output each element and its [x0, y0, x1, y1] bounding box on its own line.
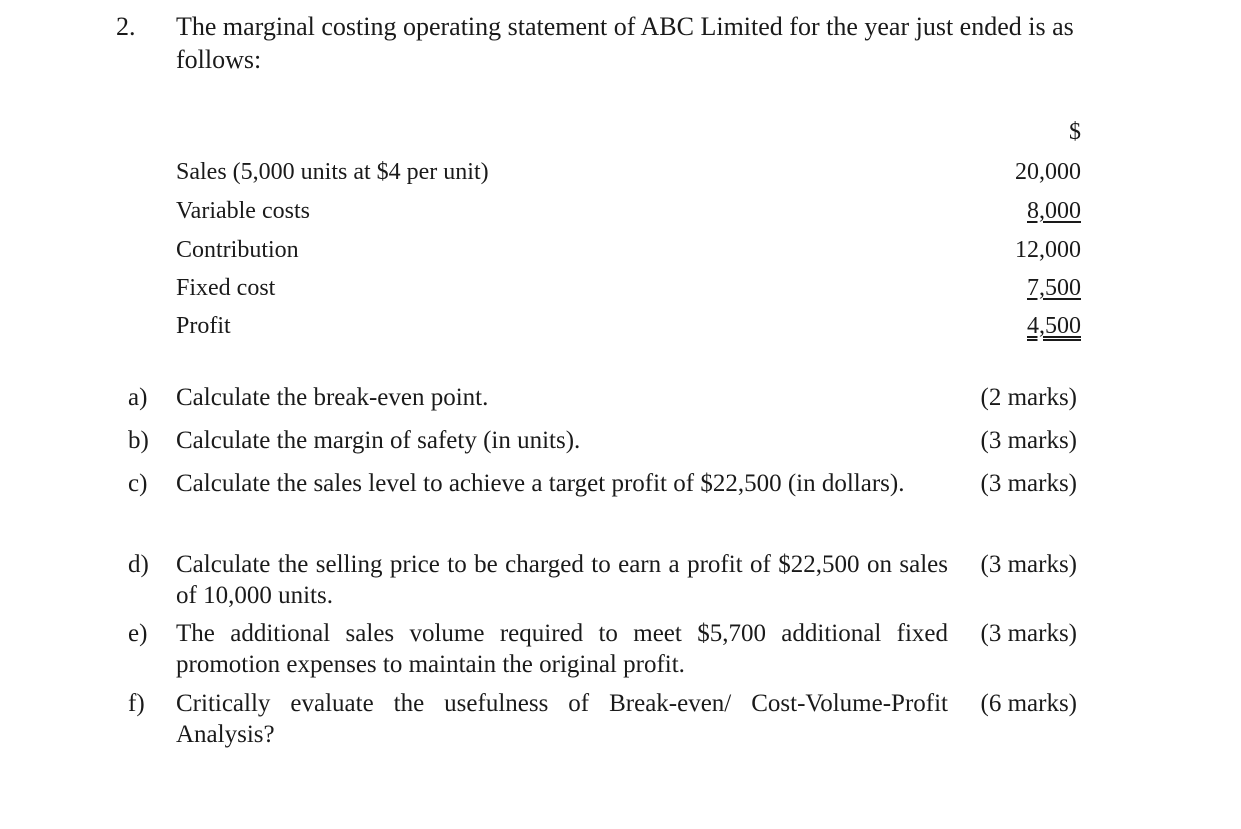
- part-letter-d: d): [128, 551, 149, 578]
- statement-value-variable-costs: 8,000: [1027, 198, 1081, 224]
- part-marks-f: (6 marks): [980, 690, 1077, 717]
- statement-value-profit: 4,500: [1027, 313, 1081, 339]
- part-letter-a: a): [128, 384, 148, 411]
- part-letter-b: b): [128, 427, 149, 454]
- part-letter-f: f): [128, 690, 145, 717]
- part-text-a: Calculate the break-even point.: [176, 384, 489, 411]
- part-marks-b: (3 marks): [980, 427, 1077, 454]
- statement-label-sales: Sales (5,000 units at $4 per unit): [176, 159, 489, 185]
- part-text-e: The additional sales volume required to meet $5,700 additional fixed promotion expenses to maintain the original profit.: [176, 620, 948, 678]
- part-marks-e: (3 marks): [980, 620, 1077, 647]
- part-text-b: Calculate the margin of safety (in units).: [176, 427, 581, 454]
- statement-label-contribution: Contribution: [176, 237, 299, 263]
- statement-label-fixed-cost: Fixed cost: [176, 275, 276, 301]
- currency-header: $: [1069, 119, 1081, 145]
- part-text-c: Calculate the sales level to achieve a target profit of $22,500 (in dollars).: [176, 470, 905, 497]
- part-letter-e: e): [128, 620, 148, 647]
- statement-value-fixed-cost: 7,500: [1027, 275, 1081, 301]
- statement-label-variable-costs: Variable costs: [176, 198, 310, 224]
- part-text-f: Critically evaluate the usefulness of Break-even/ Cost-Volume-Profit Analysis?: [176, 690, 948, 748]
- part-marks-a: (2 marks): [980, 384, 1077, 411]
- statement-value-sales: 20,000: [1015, 159, 1081, 185]
- part-letter-c: c): [128, 470, 148, 497]
- question-number: 2.: [116, 12, 136, 41]
- statement-value-contribution: 12,000: [1015, 237, 1081, 263]
- statement-label-profit: Profit: [176, 313, 231, 339]
- part-marks-c: (3 marks): [980, 470, 1077, 497]
- question-intro: The marginal costing operating statement of ABC Limited for the year just ended is as follows:: [176, 12, 1074, 74]
- part-text-d: Calculate the selling price to be charged to earn a profit of $22,500 on sales of 10,000 units.: [176, 551, 948, 609]
- part-marks-d: (3 marks): [980, 551, 1077, 578]
